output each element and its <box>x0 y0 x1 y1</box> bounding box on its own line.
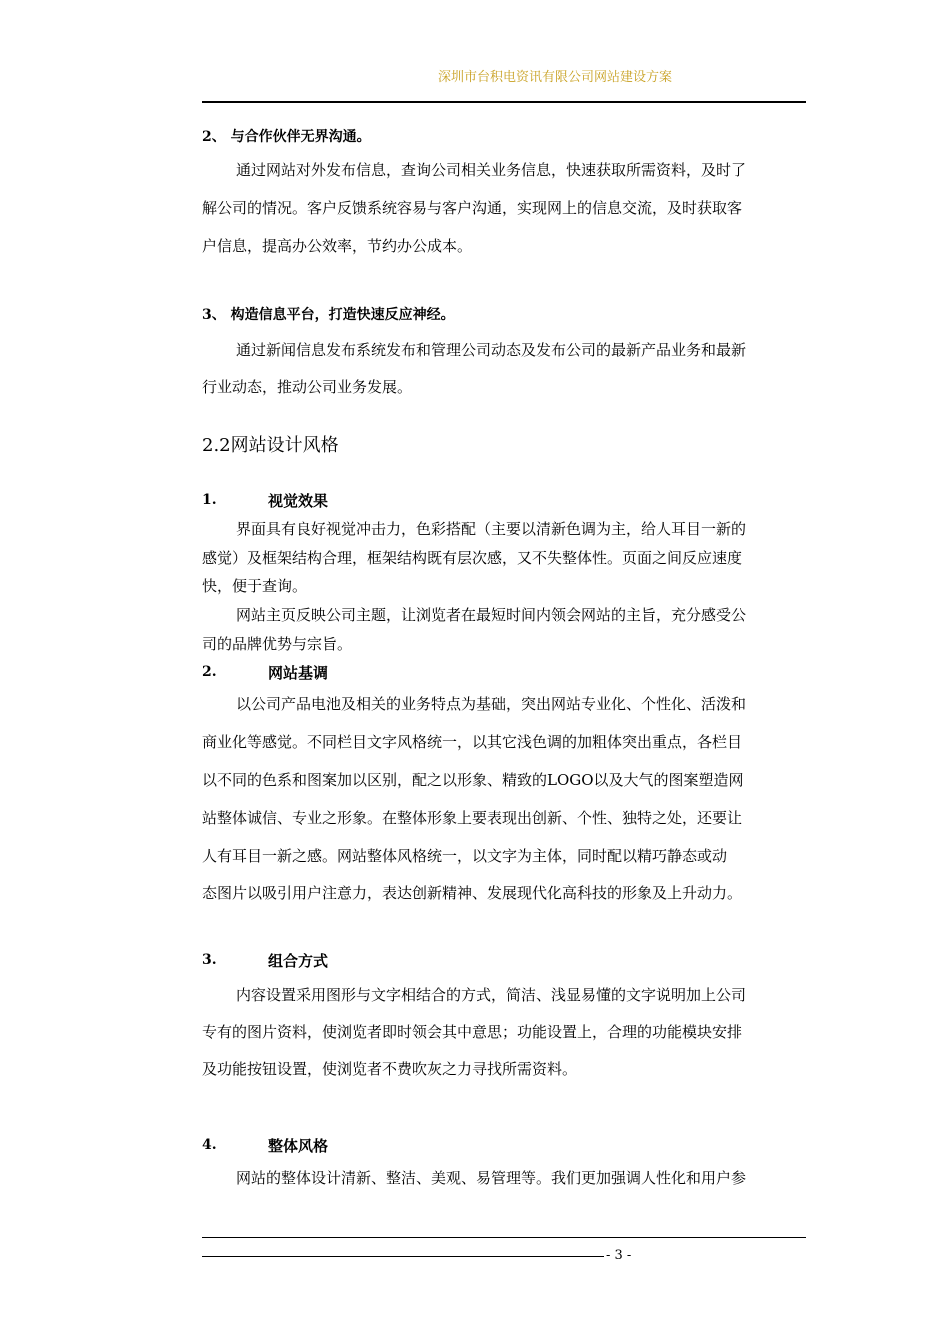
paragraph-line: 通过网站对外发布信息，查询公司相关业务信息，快速获取所需资料，及时了 <box>236 161 747 179</box>
header-rule <box>202 101 806 103</box>
paragraph-line: 快，便于查询。 <box>202 577 308 595</box>
paragraph-line: 人有耳目一新之感。网站整体风格统一，以文字为主体，同时配以精巧静态或动 <box>202 847 728 865</box>
paragraph-line: 户信息，提高办公效率，节约办公成本。 <box>202 237 473 255</box>
paragraph-line: 网站主页反映公司主题，让浏览者在最短时间内领会网站的主旨，充分感受公 <box>236 606 747 624</box>
paragraph-line: 网站的整体设计清新、整洁、美观、易管理等。我们更加强调人性化和用户参 <box>236 1169 747 1187</box>
item-title: 组合方式 <box>268 952 329 970</box>
paragraph-line: 及功能按钮设置，使浏览者不费吹灰之力寻找所需资料。 <box>202 1060 578 1078</box>
paragraph-line: 态图片以吸引用户注意力，表达创新精神、发展现代化高科技的形象及上升动力。 <box>202 884 743 902</box>
paragraph-line: 以不同的色系和图案加以区别，配之以形象、精致的LOGO以及大气的图案塑造网 <box>202 771 744 789</box>
paragraph-line: 解公司的情况。客户反馈系统容易与客户沟通，实现网上的信息交流，及时获取客 <box>202 199 743 217</box>
paragraph-line: 商业化等感觉。不同栏目文字风格统一，以其它浅色调的加粗体突出重点，各栏目 <box>202 733 743 751</box>
item-number: 4. <box>202 1137 217 1153</box>
paragraph-line: 通过新闻信息发布系统发布和管理公司动态及发布公司的最新产品业务和最新 <box>236 341 747 359</box>
item-number: 1. <box>202 492 217 508</box>
item-number: 2. <box>202 664 217 680</box>
paragraph-line: 行业动态，推动公司业务发展。 <box>202 378 413 396</box>
paragraph-line: 界面具有良好视觉冲击力，色彩搭配（主要以清新色调为主，给人耳目一新的 <box>236 520 747 538</box>
paragraph-line: 内容设置采用图形与文字相结合的方式，简洁、浅显易懂的文字说明加上公司 <box>236 986 747 1004</box>
paragraph-line: 司的品牌优势与宗旨。 <box>202 635 353 653</box>
paragraph-line: 专有的图片资料，使浏览者即时领会其中意思；功能设置上，合理的功能模块安排 <box>202 1023 743 1041</box>
footer-rule <box>202 1237 806 1238</box>
header-title: 深圳市台积电资讯有限公司网站建设方案 <box>438 70 673 85</box>
subsection-title: 2.2网站设计风格 <box>202 435 339 456</box>
section-heading-2: 2、 与合作伙伴无界沟通。 <box>202 129 371 145</box>
item-title: 整体风格 <box>268 1137 329 1155</box>
paragraph-line: 站整体诚信、专业之形象。在整体形象上要表现出创新、个性、独特之处，还要让 <box>202 809 743 827</box>
item-number: 3. <box>202 952 217 968</box>
paragraph-line: 感觉）及框架结构合理，框架结构既有层次感，又不失整体性。页面之间反应速度 <box>202 549 743 567</box>
section-heading-3: 3、 构造信息平台，打造快速反应神经。 <box>202 307 455 323</box>
paragraph-line: 以公司产品电池及相关的业务特点为基础，突出网站专业化、个性化、活泼和 <box>236 695 747 713</box>
footer-rule <box>202 1256 604 1257</box>
item-title: 网站基调 <box>268 664 329 682</box>
item-title: 视觉效果 <box>268 492 329 510</box>
page-number: - 3 - <box>606 1248 632 1263</box>
